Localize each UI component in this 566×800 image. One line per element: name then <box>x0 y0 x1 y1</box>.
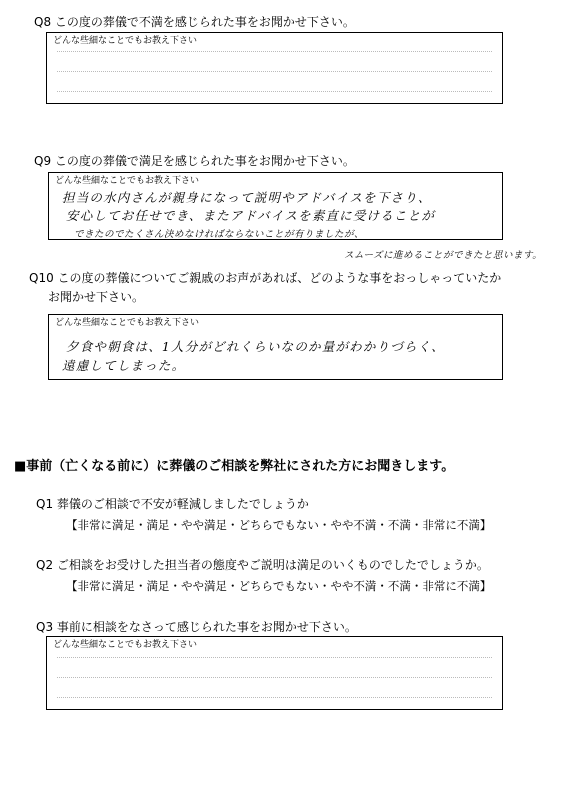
pre-q1-options[interactable]: 【非常に満足・満足・やや満足・どちらでもない・やや不満・不満・非常に不満】 <box>66 518 492 532</box>
q10-question-cont: お聞かせ下さい。 <box>48 290 145 304</box>
q9-answer-line: スムーズに進めることができたと思います。 <box>344 250 543 261</box>
q8-hint: どんな些細なことでもお教え下さい <box>53 36 198 46</box>
q10-question: Q10 この度の葬儀についてご親戚のお声があれば、どのような事をおっしゃっていたか <box>29 271 502 285</box>
q9-answer-line: 担当の水内さんが親身になって説明やアドバイスを下さり、 <box>62 190 432 205</box>
pre-q3-dotted-line <box>57 657 492 658</box>
q9-question: Q9 この度の葬儀で満足を感じられた事をお聞かせ下さい。 <box>34 154 355 168</box>
pre-q1-question: Q1 葬儀のご相談で不安が軽減しましたでしょうか <box>36 497 309 511</box>
pre-q3-hint: どんな些細なことでもお教え下さい <box>53 640 198 650</box>
q8-dotted-line <box>57 71 492 72</box>
pre-q2-question: Q2 ご相談をお受けした担当者の態度やご説明は満足のいくものでしたでしょうか。 <box>36 558 489 572</box>
q10-answer-line: 遠慮してしまった。 <box>62 358 186 373</box>
q10-hint: どんな些細なことでもお教え下さい <box>55 318 200 328</box>
q9-hint: どんな些細なことでもお教え下さい <box>55 176 200 186</box>
pre-q3-dotted-line <box>57 697 492 698</box>
q9-answer-line: 安心してお任せでき、またアドバイスを素直に受けることが <box>66 208 436 223</box>
q8-question: Q8 この度の葬儀で不満を感じられた事をお聞かせ下さい。 <box>34 15 355 29</box>
q8-dotted-line <box>57 91 492 92</box>
pre-q2-options[interactable]: 【非常に満足・満足・やや満足・どちらでもない・やや不満・不満・非常に不満】 <box>66 579 492 593</box>
q9-answer-line: できたのでたくさん決めなければならないことが有りましたが、 <box>74 229 365 240</box>
q10-answer-line: 夕食や朝食は、1人分がどれくらいなのか量がわかりづらく、 <box>66 339 445 354</box>
q8-answer-box[interactable] <box>46 32 503 104</box>
pre-q3-dotted-line <box>57 677 492 678</box>
q8-dotted-line <box>57 51 492 52</box>
section-title: ■事前（亡くなる前に）に葬儀のご相談を弊社にされた方にお聞きします。 <box>14 459 455 474</box>
pre-q3-question: Q3 事前に相談をなさって感じられた事をお聞かせ下さい。 <box>36 620 357 634</box>
pre-q3-answer-box[interactable] <box>46 636 503 710</box>
